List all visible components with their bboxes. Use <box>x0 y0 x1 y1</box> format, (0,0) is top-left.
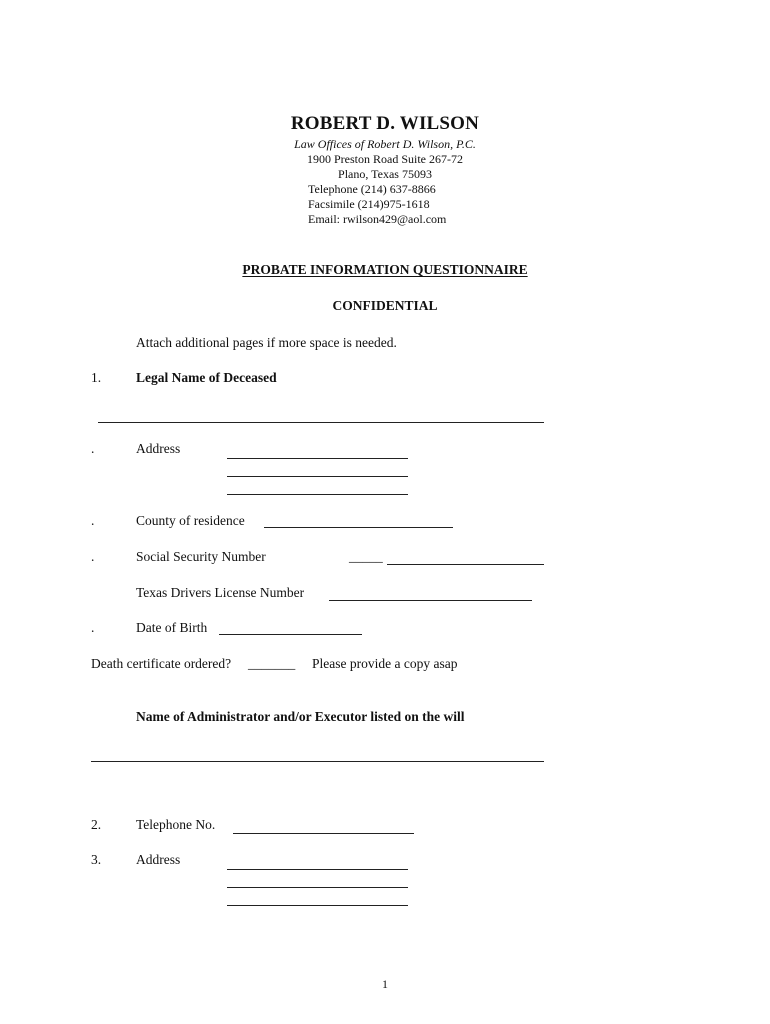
attorney-name: ROBERT D. WILSON <box>290 113 480 134</box>
death-certificate-note: Please provide a copy asap <box>312 656 458 671</box>
executor-address-line-2[interactable] <box>227 887 408 888</box>
firm-facsimile: Facsimile (214)975-1618 <box>308 197 430 211</box>
firm-name: Law Offices of Robert D. Wilson, P.C. <box>294 137 476 151</box>
confidential-label: CONFIDENTIAL <box>332 298 438 313</box>
ssn-prefix-blank[interactable]: _____ <box>349 549 383 564</box>
section-3-number: 3. <box>91 852 102 867</box>
deceased-address-line-1[interactable] <box>227 458 408 459</box>
dob-label: Date of Birth <box>136 620 208 635</box>
section-1-number: 1. <box>91 370 102 385</box>
deceased-address-line-2[interactable] <box>227 476 408 477</box>
deceased-address-line-3[interactable] <box>227 494 408 495</box>
telephone-field[interactable] <box>233 833 414 834</box>
county-label: County of residence <box>136 513 245 528</box>
county-bullet: . <box>91 513 95 528</box>
section-2-number: 2. <box>91 817 102 832</box>
executor-heading: Name of Administrator and/or Executor listed on the will <box>136 709 465 724</box>
deceased-name-field[interactable] <box>98 422 544 423</box>
address-label: Address <box>136 441 181 456</box>
county-field[interactable] <box>264 527 453 528</box>
death-certificate-label: Death certificate ordered? <box>91 656 232 671</box>
address-bullet: . <box>91 441 95 456</box>
telephone-label: Telephone No. <box>136 817 216 832</box>
firm-city: Plano, Texas 75093 <box>338 167 432 181</box>
drivers-license-label: Texas Drivers License Number <box>136 585 305 600</box>
instruction-text: Attach additional pages if more space is needed. <box>136 335 397 350</box>
drivers-license-field[interactable] <box>329 600 532 601</box>
document-title: PROBATE INFORMATION QUESTIONNAIRE <box>242 262 528 277</box>
dob-field[interactable] <box>219 634 362 635</box>
firm-street: 1900 Preston Road Suite 267-72 <box>307 152 463 166</box>
executor-address-line-3[interactable] <box>227 905 408 906</box>
ssn-label: Social Security Number <box>136 549 266 564</box>
dob-bullet: . <box>91 620 95 635</box>
firm-email: Email: rwilson429@aol.com <box>308 212 447 226</box>
page-number: 1 <box>382 977 388 991</box>
death-certificate-field[interactable]: _______ <box>248 656 296 671</box>
ssn-bullet: . <box>91 549 95 564</box>
section-1-heading: Legal Name of Deceased <box>136 370 277 385</box>
ssn-field[interactable] <box>387 564 544 565</box>
firm-telephone: Telephone (214) 637-8866 <box>308 182 436 196</box>
executor-address-line-1[interactable] <box>227 869 408 870</box>
executor-address-label: Address <box>136 852 181 867</box>
executor-name-field[interactable] <box>91 761 544 762</box>
